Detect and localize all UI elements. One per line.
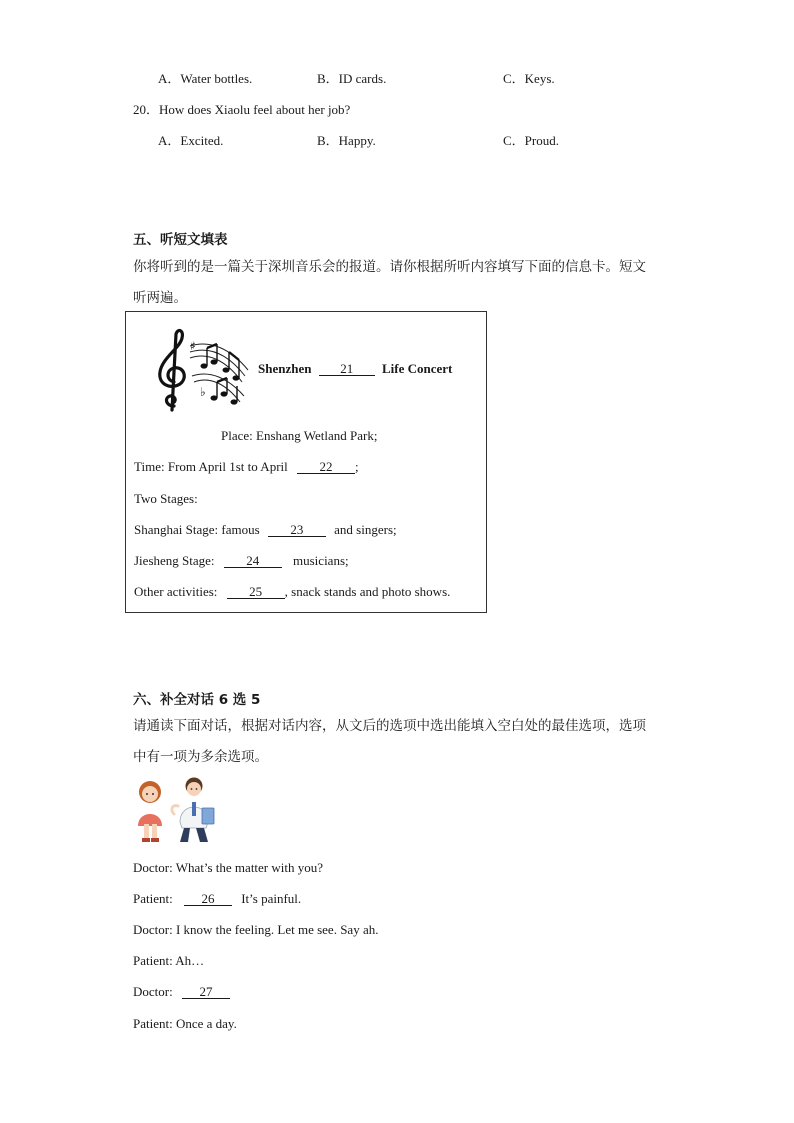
doctor-patient-illustration bbox=[130, 776, 222, 846]
section6-instruction-line2: 中有一项为多余选项。 bbox=[133, 749, 268, 765]
card-time-prefix: Time: From April 1st to April bbox=[134, 459, 288, 474]
card-title-prefix: Shenzhen bbox=[258, 361, 312, 376]
dialogue-line-1: Doctor: What’s the matter with you? bbox=[133, 860, 324, 875]
card-shanghai-prefix: Shanghai Stage: famous bbox=[134, 522, 260, 537]
dialogue-line-5 bbox=[133, 984, 230, 1000]
card-time bbox=[134, 459, 359, 475]
blank-24[interactable]: 24 bbox=[224, 554, 282, 568]
card-jiesheng-stage bbox=[134, 553, 349, 569]
q19-option-c: C．Keys. bbox=[503, 71, 555, 86]
card-jiesheng-suffix: musicians; bbox=[293, 553, 349, 568]
blank-26[interactable]: 26 bbox=[184, 892, 232, 906]
q20-question: 20．How does Xiaolu feel about her job? bbox=[133, 102, 351, 117]
card-shanghai-suffix: and singers; bbox=[334, 522, 397, 537]
blank-22[interactable]: 22 bbox=[297, 460, 355, 474]
q20-option-a: A．Excited. bbox=[158, 133, 224, 148]
card-time-suffix: ; bbox=[355, 459, 359, 474]
dialogue-line-3: Doctor: I know the feeling. Let me see. Say ah. bbox=[133, 922, 379, 937]
section6-title: 六、补全对话 6 选 5 bbox=[133, 692, 261, 708]
section6-instruction-line1: 请通读下面对话，根据对话内容，从文后的选项中选出能填入空白处的最佳选项，选项 bbox=[133, 718, 646, 734]
q19-option-b: B．ID cards. bbox=[317, 71, 387, 86]
card-title bbox=[258, 361, 452, 377]
q20-option-c: C．Proud. bbox=[503, 133, 559, 148]
music-notes-icon bbox=[152, 326, 252, 414]
dialogue-line-5-prefix: Doctor: bbox=[133, 984, 173, 999]
q20-option-b: B．Happy. bbox=[317, 133, 376, 148]
card-jiesheng-prefix: Jiesheng Stage: bbox=[134, 553, 215, 568]
blank-27[interactable]: 27 bbox=[182, 985, 230, 999]
card-place: Place: Enshang Wetland Park; bbox=[221, 428, 378, 443]
dialogue-line-2-suffix: It’s painful. bbox=[241, 891, 302, 906]
card-shanghai-stage bbox=[134, 522, 397, 538]
blank-25[interactable]: 25 bbox=[227, 585, 285, 599]
blank-23[interactable]: 23 bbox=[268, 523, 326, 537]
concert-info-card bbox=[125, 311, 487, 613]
card-other-activities bbox=[134, 584, 450, 600]
section5-title: 五、听短文填表 bbox=[133, 232, 228, 248]
q19-option-a: A．Water bottles. bbox=[158, 71, 253, 86]
card-other-suffix: , snack stands and photo shows. bbox=[284, 584, 451, 599]
svg-text:♭: ♭ bbox=[200, 385, 206, 399]
dialogue-line-4: Patient: Ah… bbox=[133, 953, 205, 968]
blank-21[interactable]: 21 bbox=[319, 362, 375, 376]
dialogue-line-2-prefix: Patient: bbox=[133, 891, 173, 906]
card-two-stages: Two Stages: bbox=[134, 491, 198, 506]
section5-instruction-line1: 你将听到的是一篇关于深圳音乐会的报道。请你根据所听内容填写下面的信息卡。短文 bbox=[133, 259, 646, 275]
section5-instruction-line2: 听两遍。 bbox=[133, 290, 187, 306]
card-title-suffix: Life Concert bbox=[381, 361, 453, 376]
dialogue-line-2 bbox=[133, 891, 301, 907]
dialogue-line-6: Patient: Once a day. bbox=[133, 1016, 237, 1031]
card-other-prefix: Other activities: bbox=[134, 584, 218, 599]
svg-text:♯: ♯ bbox=[190, 339, 196, 353]
